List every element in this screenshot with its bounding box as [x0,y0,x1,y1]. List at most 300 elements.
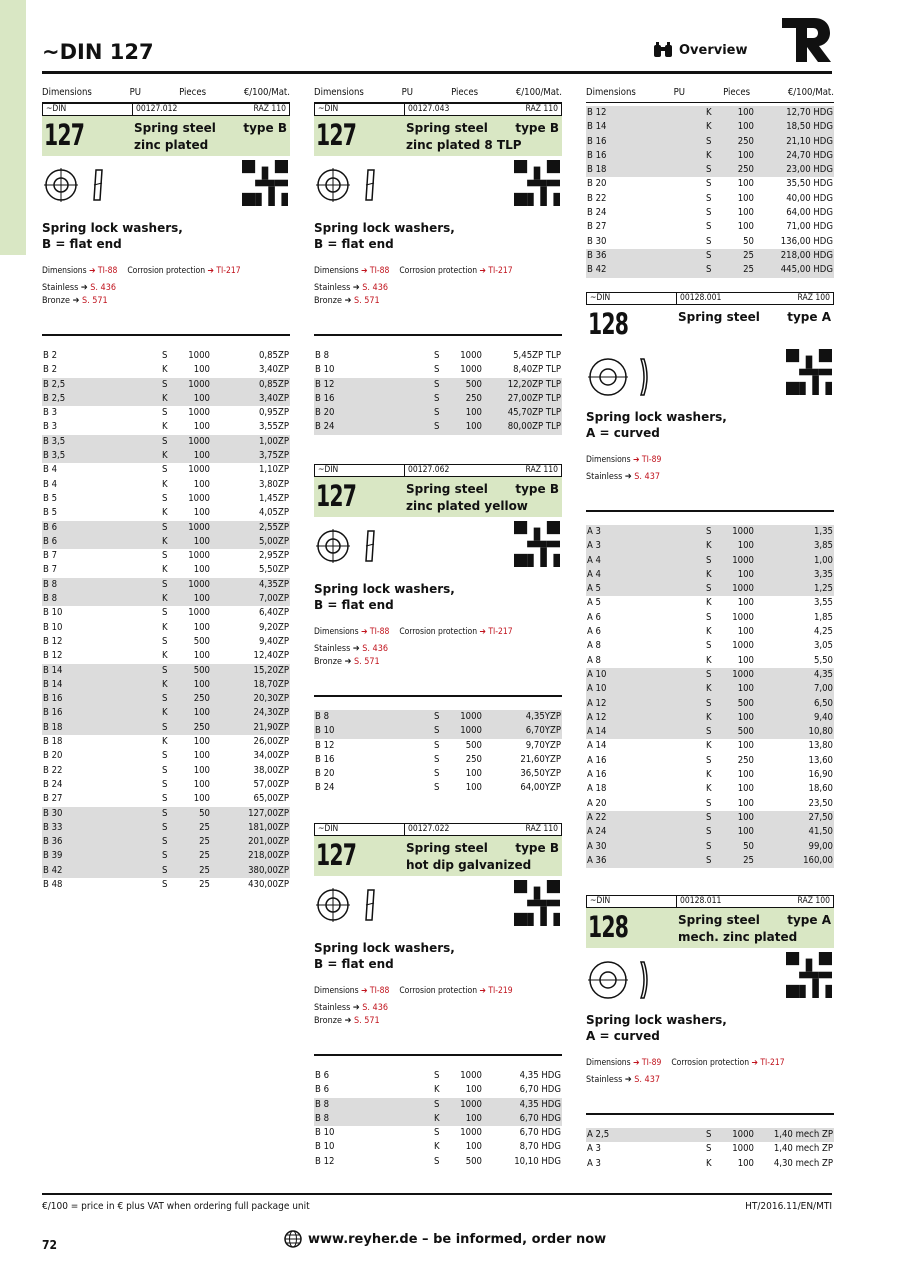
cell-pu: S [434,739,440,751]
cell-price: 57,00ZP [253,778,289,790]
cell-dimension: B 12 [315,378,335,390]
cell-dimension: B 3 [43,421,58,433]
cell-dimension: B 16 [315,753,335,765]
cell-price: 1,00 [813,554,833,566]
table-row [42,721,290,735]
table-row [42,635,290,649]
cell-pieces: 1000 [732,668,754,680]
cell-price: 24,70 HDG [786,149,833,161]
column-header: Dimensions PU Pieces €/100/Mat. [586,87,834,98]
table-row [586,725,834,739]
cell-price: 15,20ZP [253,664,289,676]
cell-price: 2,95ZP [258,550,289,562]
cell-pieces: 100 [737,149,754,161]
cell-pieces: 1000 [732,1143,754,1155]
table-row [42,478,290,492]
cell-pieces: 100 [193,478,210,490]
cell-price: 13,60 [808,754,833,766]
table-row [586,782,834,796]
cell-price: 8,40ZP TLP [513,364,561,376]
table-row [314,392,562,406]
cell-pu: S [706,583,712,595]
cell-pieces: 100 [193,707,210,719]
cell-pieces: 100 [193,736,210,748]
cell-pu: S [706,797,712,809]
cell-dimension: B 8 [315,1098,330,1110]
cell-pieces: 100 [193,507,210,519]
link-dimensions[interactable]: ➔ TI-88 [89,266,118,276]
cell-dimension: A 12 [587,711,607,723]
cell-dimension: B 2,5 [43,392,66,404]
cell-dimension: B 33 [43,821,63,833]
cell-pieces: 100 [193,750,210,762]
link-corrosion[interactable]: ➔ TI-219 [479,986,513,996]
overview-link[interactable] [653,42,748,58]
cell-pu: K [162,564,168,576]
cell-pieces: 100 [193,564,210,576]
price-table [314,349,562,435]
cell-price: 6,50 [813,697,833,709]
table-row [42,578,290,592]
cell-dimension: B 3 [43,407,58,419]
cell-price: 6,70 HDG [519,1084,561,1096]
table-row [42,592,290,606]
cell-dimension: B 12 [315,739,335,751]
table-row [314,739,562,753]
cell-pu: K [162,364,168,376]
link-stainless[interactable]: S. 436 [362,644,388,654]
cell-pieces: 1000 [188,407,210,419]
cell-price: 9,40 [813,711,833,723]
column-1 [42,86,290,892]
cell-pieces: 100 [193,450,210,462]
cell-dimension: B 12 [315,1155,335,1167]
cell-dimension: A 8 [587,640,601,652]
materials: Stainless ➔ S. 436 Bronze ➔ S. 571 [42,283,116,306]
cell-pu: K [162,507,168,519]
cell-price: 18,60 [808,783,833,795]
table-row [586,1157,834,1171]
product-images [42,156,290,214]
link-bronze[interactable]: S. 571 [353,296,380,306]
product-images [314,517,562,575]
cell-dimension: B 16 [43,693,63,705]
link-dimensions[interactable]: ➔ TI-88 [361,266,390,276]
cell-pieces: 500 [737,726,754,738]
cell-pu: K [706,107,712,118]
cell-price: 9,70YZP [525,739,561,751]
materials: Stainless ➔ S. 437 [586,1075,660,1085]
cell-pieces: 100 [193,764,210,776]
table-row [586,711,834,725]
cell-pu: S [706,221,712,233]
qr-code-icon[interactable] [514,521,560,567]
cell-dimension: B 39 [43,850,63,862]
cell-price: 8,70 HDG [519,1141,561,1153]
link-stainless[interactable]: S. 437 [634,1075,660,1085]
table-row [586,163,834,177]
cell-pu: K [706,1157,712,1169]
cell-price: 3,40ZP [258,392,289,404]
table-row [42,563,290,577]
link-corrosion[interactable]: ➔ TI-217 [479,627,513,637]
cell-price: 0,85ZP [258,350,289,361]
website-link[interactable] [284,1230,606,1248]
table-row [314,753,562,767]
table-row [42,649,290,663]
cell-dimension: A 20 [587,797,607,809]
cell-pieces: 100 [737,207,754,219]
footer-rule [42,1193,832,1195]
cell-price: 18,70ZP [253,678,289,690]
cell-pu: S [706,1143,712,1155]
cell-price: 21,90ZP [253,721,289,733]
product-code-bar: ~DIN 00127.043 RAZ 110 [314,103,562,116]
product-code-bar: ~DIN 00127.012 RAZ 110 [42,103,290,116]
cell-pu: S [162,850,168,862]
cell-pieces: 100 [737,597,754,609]
cell-price: 2,55ZP [258,521,289,533]
cell-price: 27,00ZP TLP [507,392,561,404]
product-description: Spring lock washers, B = flat end [314,582,455,612]
cell-pieces: 100 [737,740,754,752]
table-row [586,739,834,753]
cell-pieces: 25 [743,854,754,866]
table-row [314,420,562,434]
table-row [586,554,834,568]
washer-drawing-icon [44,168,114,202]
cell-pieces: 100 [737,811,754,823]
qr-code-icon[interactable] [514,160,560,206]
table-row [42,435,290,449]
table-row [42,764,290,778]
cell-price: 27,50 [808,811,833,823]
cell-price: 380,00ZP [248,864,289,876]
references: Dimensions ➔ TI-88 Corrosion protection ➔ TI-217 [314,266,513,276]
cell-pu: K [434,1084,440,1096]
cell-dimension: B 10 [43,621,63,633]
cell-pieces: 100 [193,364,210,376]
cell-pieces: 500 [737,697,754,709]
table-row [586,106,834,120]
link-corrosion[interactable]: ➔ TI-217 [207,266,241,276]
table-row [42,692,290,706]
table-row [586,611,834,625]
table-row [314,1112,562,1126]
cell-price: 1,45ZP [258,492,289,504]
cell-pieces: 1000 [188,350,210,361]
cell-price: 64,00YZP [520,782,561,794]
cell-dimension: B 20 [587,178,607,190]
references: Dimensions ➔ TI-89 [586,455,662,465]
cell-price: 1,40 mech ZP [773,1143,833,1155]
cell-price: 4,35ZP [258,578,289,590]
cell-dimension: B 12 [43,650,63,662]
cell-price: 4,35 [813,668,833,680]
cell-pu: K [162,535,168,547]
cell-pu: S [162,878,168,890]
cell-pieces: 100 [193,678,210,690]
cell-pu: K [434,1141,440,1153]
cell-pieces: 100 [737,626,754,638]
cell-pu: S [434,725,440,737]
table-row [586,525,834,539]
cell-pu: S [706,554,712,566]
product-title-box: 127 Spring steel hot dip galvanized type B [314,836,562,876]
cell-pieces: 100 [737,540,754,552]
table-row [314,1098,562,1112]
cell-price: 12,70 HDG [786,107,833,118]
cell-pu: S [706,192,712,204]
cell-price: 1,00ZP [258,435,289,447]
table-row [42,406,290,420]
cell-dimension: B 8 [315,1112,330,1124]
cell-dimension: B 42 [587,264,607,276]
table-row [42,749,290,763]
cell-pieces: 1000 [460,1098,482,1110]
cell-pu: K [706,740,712,752]
cell-price: 1,10ZP [258,464,289,476]
cell-dimension: B 24 [315,782,335,794]
washer-drawing-icon [316,529,386,563]
cell-pu: S [706,164,712,176]
cell-dimension: A 10 [587,668,607,680]
cell-pu: K [162,593,168,605]
table-row [314,378,562,392]
cell-pu: K [162,678,168,690]
cell-pu: S [162,635,168,647]
cell-price: 218,00ZP [248,850,289,862]
cell-pieces: 250 [737,754,754,766]
cell-dimension: B 16 [587,135,607,147]
table-row [42,807,290,821]
cell-pu: S [434,392,440,404]
cell-dimension: B 10 [315,364,335,376]
price-table [314,1069,562,1169]
cell-price: 3,05 [813,640,833,652]
product-images [586,948,834,1006]
cell-pu: S [434,364,440,376]
cell-pu: S [706,249,712,261]
cell-price: 38,00ZP [253,764,289,776]
cell-pieces: 50 [743,235,754,247]
cell-pu: S [162,435,168,447]
cell-pieces: 1000 [188,464,210,476]
cell-pu: S [434,421,440,433]
cell-pieces: 100 [193,621,210,633]
link-dimensions[interactable]: ➔ TI-88 [361,627,390,637]
cell-pu: S [434,1155,440,1167]
cell-pieces: 25 [743,249,754,261]
cell-pu: K [434,1112,440,1124]
link-dimensions[interactable]: ➔ TI-89 [633,455,662,465]
cell-dimension: B 20 [315,407,335,419]
cell-dimension: B 3,5 [43,435,66,447]
link-bronze[interactable]: S. 571 [353,657,380,667]
product-description: Spring lock washers, A = curved [586,410,727,440]
cell-pu: S [706,811,712,823]
cell-dimension: A 16 [587,754,607,766]
product-title-box: 128 Spring steel type A [586,305,834,345]
cell-dimension: A 2,5 [587,1129,610,1140]
cell-price: 218,00 HDG [780,249,833,261]
cell-pu: S [162,350,168,361]
cell-dimension: B 7 [43,564,58,576]
cell-price: 127,00ZP [248,807,289,819]
table-row [314,1069,562,1083]
cell-price: 41,50 [808,826,833,838]
cell-pieces: 100 [737,107,754,118]
cell-pieces: 1000 [732,611,754,623]
table-row [586,149,834,163]
cell-price: 10,80 [808,726,833,738]
cell-pu: S [706,754,712,766]
cell-pieces: 1000 [460,711,482,722]
link-corrosion[interactable]: ➔ TI-217 [479,266,513,276]
cell-dimension: A 22 [587,811,607,823]
cell-pieces: 100 [193,793,210,805]
washer-drawing-icon [588,357,658,397]
cell-price: 16,90 [808,769,833,781]
table-row [314,349,562,363]
link-bronze[interactable]: S. 571 [353,1016,380,1026]
cell-price: 20,30ZP [253,693,289,705]
cell-pu: S [162,492,168,504]
cell-dimension: B 2 [43,364,58,376]
table-row [314,1126,562,1140]
qr-code-icon[interactable] [786,349,832,395]
qr-code-icon[interactable] [514,880,560,926]
link-dimensions[interactable]: ➔ TI-88 [361,986,390,996]
cell-pu: K [706,121,712,133]
cell-pu: S [706,235,712,247]
table-row [586,768,834,782]
cell-dimension: B 10 [315,1141,335,1153]
column-3-section-2 [586,292,834,868]
table-row [42,735,290,749]
cell-price: 3,35 [813,568,833,580]
cell-dimension: A 4 [587,568,601,580]
cell-pu: S [434,768,440,780]
cell-pu: S [162,764,168,776]
table-row [42,792,290,806]
cell-dimension: A 14 [587,726,607,738]
cell-dimension: B 4 [43,464,58,476]
table-row [42,678,290,692]
cell-dimension: A 4 [587,554,601,566]
cell-price: 71,00 HDG [786,221,833,233]
cell-dimension: B 30 [43,807,63,819]
cell-pieces: 25 [199,864,210,876]
table-row [42,420,290,434]
cell-price: 24,30ZP [253,707,289,719]
cell-price: 6,70 HDG [519,1112,561,1124]
qr-code-icon[interactable] [786,952,832,998]
table-row [42,835,290,849]
cell-pieces: 1000 [460,1127,482,1139]
cell-dimension: B 12 [587,107,607,118]
cell-dimension: B 7 [43,550,58,562]
cell-dimension: A 18 [587,783,607,795]
column-3 [586,86,834,278]
cell-pu: S [706,854,712,866]
cell-price: 1,35 [813,526,833,537]
qr-code-icon[interactable] [242,160,288,206]
cell-pu: S [162,407,168,419]
cell-pu: S [706,611,712,623]
washer-drawing-icon [316,168,386,202]
cell-price: 4,05ZP [258,507,289,519]
cell-price: 13,80 [808,740,833,752]
catalog-code: HT/2016.11/EN/MTI [745,1201,832,1212]
table-row [314,710,562,724]
cell-pu: S [706,1129,712,1140]
product-images [314,156,562,214]
cell-pieces: 500 [193,664,210,676]
cell-price: 6,40ZP [258,607,289,619]
cell-dimension: B 6 [43,535,58,547]
cell-pu: K [706,711,712,723]
cell-pieces: 100 [737,1157,754,1169]
page-number: 72 [42,1238,58,1252]
product-description: Spring lock washers, B = flat end [42,221,183,251]
link-corrosion[interactable]: ➔ TI-217 [751,1058,785,1068]
link-bronze[interactable]: S. 571 [81,296,108,306]
table-row [314,1155,562,1169]
cell-pu: S [706,826,712,838]
cell-pieces: 100 [737,568,754,580]
link-stainless[interactable]: S. 436 [90,283,116,293]
cell-dimension: B 10 [43,607,63,619]
table-row [314,724,562,738]
table-row [42,492,290,506]
cell-pieces: 100 [737,121,754,133]
cell-pu: S [434,378,440,390]
cell-pieces: 1000 [188,550,210,562]
cell-price: 0,85ZP [258,378,289,390]
cell-pieces: 1000 [732,583,754,595]
references: Dimensions ➔ TI-88 Corrosion protection ➔ TI-217 [42,266,241,276]
link-dimensions[interactable]: ➔ TI-89 [633,1058,662,1068]
cell-price: 9,40ZP [258,635,289,647]
table-row [586,639,834,653]
link-stainless[interactable]: S. 437 [634,472,660,482]
cell-pu: K [162,707,168,719]
cell-price: 4,35 HDG [519,1070,561,1081]
table-row [314,1140,562,1154]
cell-pu: S [162,778,168,790]
table-row [586,654,834,668]
product-title-box: 127 Spring steel zinc plated type B [42,116,290,156]
link-stainless[interactable]: S. 436 [362,283,388,293]
cell-price: 34,00ZP [253,750,289,762]
cell-pieces: 100 [193,392,210,404]
cell-price: 4,35YZP [525,711,561,722]
table-row [42,549,290,563]
column-header: Dimensions PU Pieces €/100/Mat. [42,87,290,98]
cell-pu: S [162,721,168,733]
cell-pieces: 100 [465,768,482,780]
cell-dimension: B 18 [587,164,607,176]
product-title-box: 127 Spring steel zinc plated yellow type B [314,477,562,517]
cell-pieces: 1000 [732,640,754,652]
cell-pu: K [706,654,712,666]
cell-pieces: 100 [737,797,754,809]
cell-dimension: B 16 [315,392,335,404]
cell-pu: K [162,736,168,748]
cell-pieces: 50 [199,807,210,819]
link-stainless[interactable]: S. 436 [362,1003,388,1013]
